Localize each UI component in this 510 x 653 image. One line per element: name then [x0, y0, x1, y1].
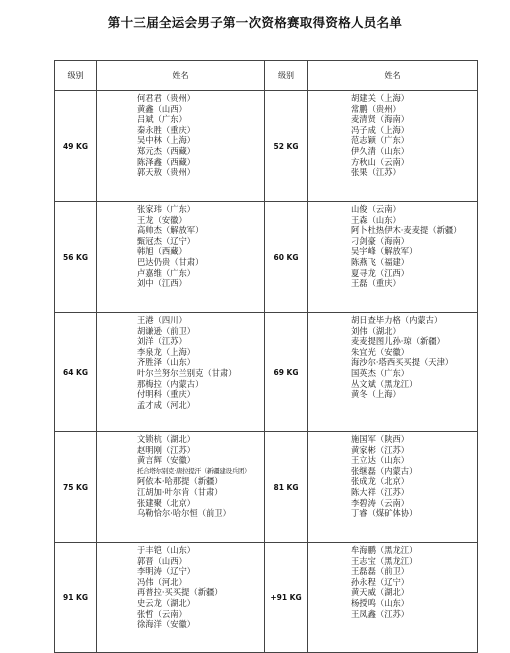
- athlete-name: 常鹏（贵州）: [351, 103, 401, 114]
- athlete-name: 刘伟（湖北）: [351, 325, 401, 336]
- athlete-name: 付明科（重庆）: [137, 389, 196, 400]
- athlete-name: 那梅拉（内蒙古）: [137, 378, 204, 389]
- athlete-name: 卢嘉维（广东）: [137, 267, 196, 278]
- athlete-name: 于丰铠（山东）: [137, 545, 196, 555]
- athlete-name: 国英杰（广东）: [351, 367, 410, 378]
- weight-class-left: 75 KG: [55, 432, 97, 543]
- athlete-name: 夏寻龙（江西）: [351, 267, 410, 278]
- athlete-name: 阿依本·哈那提（新疆）: [137, 476, 223, 487]
- athlete-name: 孙永程（辽宁）: [351, 576, 410, 587]
- header-class-right: 级别: [265, 61, 308, 91]
- athlete-name: 何君君（贵州）: [137, 93, 196, 103]
- athlete-name: 黄言辉（安徽）: [137, 455, 196, 466]
- athlete-name: 冯伟（河北）: [137, 576, 187, 587]
- athlete-name: 黄天威（湖北）: [351, 587, 410, 598]
- athlete-name: 伊久清（山东）: [351, 145, 410, 156]
- athlete-name: 杨授鸣（山东）: [351, 597, 410, 608]
- athlete-name: 刘洋（江苏）: [137, 336, 187, 347]
- table-row: [55, 202, 478, 313]
- athlete-name: 吴宇峰（解放军）: [351, 246, 418, 257]
- athlete-list-left: [97, 543, 265, 653]
- page-title: 第十三届全运会男子第一次资格赛取得资格人员名单: [107, 15, 403, 30]
- header-names-left: 姓名: [97, 61, 265, 91]
- athlete-name: 孟才成（河北）: [137, 399, 196, 410]
- athlete-list-left: [97, 202, 265, 313]
- athlete-name: 黄冬（上海）: [351, 389, 401, 400]
- athlete-name: 徐海洋（安徽）: [137, 619, 196, 630]
- athlete-name: 张哲（云南）: [137, 608, 187, 619]
- athlete-name: 麦麦提图儿孙·琼（新疆）: [351, 336, 445, 347]
- athlete-name: 乌勒恰尔·哈尔恒（前卫）: [137, 508, 231, 519]
- athlete-list-left: [97, 432, 265, 543]
- athlete-name: 胡建关（上海）: [351, 93, 410, 103]
- athlete-name: 丛文斌（黑龙江）: [351, 378, 418, 389]
- athlete-name: 陈燕飞（福建）: [351, 256, 410, 267]
- athlete-name: 黄鑫（山西）: [137, 103, 187, 114]
- athlete-name: 史云龙（湖北）: [137, 597, 196, 608]
- athlete-name: 刁剑豪（海南）: [351, 235, 410, 246]
- athlete-name: 范志颖（广东）: [351, 135, 410, 146]
- athlete-name: 吕斌（广东）: [137, 114, 187, 125]
- table-row: [55, 432, 478, 543]
- athlete-name: 黄家彬（江苏）: [351, 444, 410, 455]
- header-names-right: 姓名: [308, 61, 478, 91]
- table-header-row: [55, 61, 478, 91]
- table-row: [55, 543, 478, 653]
- athlete-name: 海沙尔·塔西买买提（天津）: [351, 357, 454, 368]
- athlete-name: 叶尔兰努尔兰别克（甘肃）: [137, 367, 237, 378]
- athlete-name: 冯子成（上海）: [351, 124, 410, 135]
- weight-class-left: 91 KG: [55, 543, 97, 653]
- athlete-name: 托合塔尔别克·唐拉提汗（新疆建设兵团）: [137, 466, 251, 475]
- weight-class-left: 49 KG: [55, 91, 97, 202]
- athlete-list-right: [308, 91, 478, 202]
- table-row: [55, 91, 478, 202]
- athlete-name: 王龙（安徽）: [137, 214, 187, 225]
- athlete-name: 陈大祥（江苏）: [351, 486, 410, 497]
- weight-class-right: +91 KG: [265, 543, 308, 653]
- athlete-name: 施国军（陕西）: [351, 434, 410, 444]
- weight-class-right: 52 KG: [265, 91, 308, 202]
- athlete-name: 郭晋（山西）: [137, 555, 187, 566]
- athlete-name: 刘中（江西）: [137, 278, 187, 289]
- table-body: [55, 91, 478, 653]
- athlete-name: 江胡加·叶尔肯（甘肃）: [137, 486, 223, 497]
- athlete-name: 王磊磊（前卫）: [351, 566, 410, 577]
- athlete-name: 张果（江苏）: [351, 167, 401, 178]
- athlete-name: 胡日查毕力格（内蒙古）: [351, 315, 443, 325]
- athlete-list-right: [308, 313, 478, 432]
- athlete-name: 陈泽鑫（西藏）: [137, 156, 196, 167]
- athlete-name: 再普拉·买买提（新疆）: [137, 587, 223, 598]
- table-row: [55, 313, 478, 432]
- weight-class-right: 81 KG: [265, 432, 308, 543]
- athlete-name: 麦清贤（海南）: [351, 114, 410, 125]
- header-class-left: 级别: [55, 61, 97, 91]
- weight-class-left: 56 KG: [55, 202, 97, 313]
- qualifier-table: [54, 60, 478, 653]
- athlete-name: 巴达仍贵（甘肃）: [137, 256, 204, 267]
- athlete-name: 胡谦逊（前卫）: [137, 325, 196, 336]
- weight-class-right: 60 KG: [265, 202, 308, 313]
- athlete-list-right: [308, 432, 478, 543]
- athlete-name: 郑元杰（西藏）: [137, 145, 196, 156]
- athlete-name: 王港（四川）: [137, 315, 187, 325]
- athlete-name: 方秋山（云南）: [351, 156, 410, 167]
- weight-class-left: 64 KG: [55, 313, 97, 432]
- athlete-name: 王志宝（黑龙江）: [351, 555, 418, 566]
- athlete-name: 李明涛（辽宁）: [137, 566, 196, 577]
- athlete-name: 山俊（云南）: [351, 204, 401, 214]
- athlete-name: 张继磊（内蒙古）: [351, 465, 418, 476]
- athlete-name: 文锁杭（湖北）: [137, 434, 196, 444]
- athlete-name: 王立达（山东）: [351, 455, 410, 466]
- athlete-name: 秦永胜（重庆）: [137, 124, 196, 135]
- weight-class-right: 69 KG: [265, 313, 308, 432]
- athlete-list-left: [97, 313, 265, 432]
- athlete-name: 赵明刚（江苏）: [137, 444, 196, 455]
- athlete-name: 郭天敖（贵州）: [137, 167, 196, 178]
- athlete-name: 吴中林（上海）: [137, 135, 196, 146]
- athlete-name: 朱宜光（安徽）: [351, 346, 410, 357]
- athlete-name: 王磊（重庆）: [351, 278, 401, 289]
- athlete-name: 齐胜泽（山东）: [137, 357, 196, 368]
- athlete-name: 张家玮（广东）: [137, 204, 196, 214]
- athlete-name: 李碧涛（云南）: [351, 497, 410, 508]
- athlete-name: 高帅杰（解放军）: [137, 225, 204, 236]
- athlete-name: 王森（山东）: [351, 214, 401, 225]
- athlete-name: 张建聚（北京）: [137, 497, 196, 508]
- athlete-name: 甄冠杰（辽宁）: [137, 235, 196, 246]
- athlete-list-right: [308, 543, 478, 653]
- athlete-list-right: [308, 202, 478, 313]
- athlete-name: 韩旭（西藏）: [137, 246, 187, 257]
- athlete-list-left: [97, 91, 265, 202]
- athlete-name: 牟海鹏（黑龙江）: [351, 545, 418, 555]
- athlete-name: 张成龙（北京）: [351, 476, 410, 487]
- athlete-name: 丁睿（煤矿体协）: [351, 508, 418, 519]
- athlete-name: 阿卜杜热伊木·麦麦提（新疆）: [351, 225, 462, 236]
- athlete-name: 李泉龙（上海）: [137, 346, 196, 357]
- athlete-name: 王凤鑫（江苏）: [351, 608, 410, 619]
